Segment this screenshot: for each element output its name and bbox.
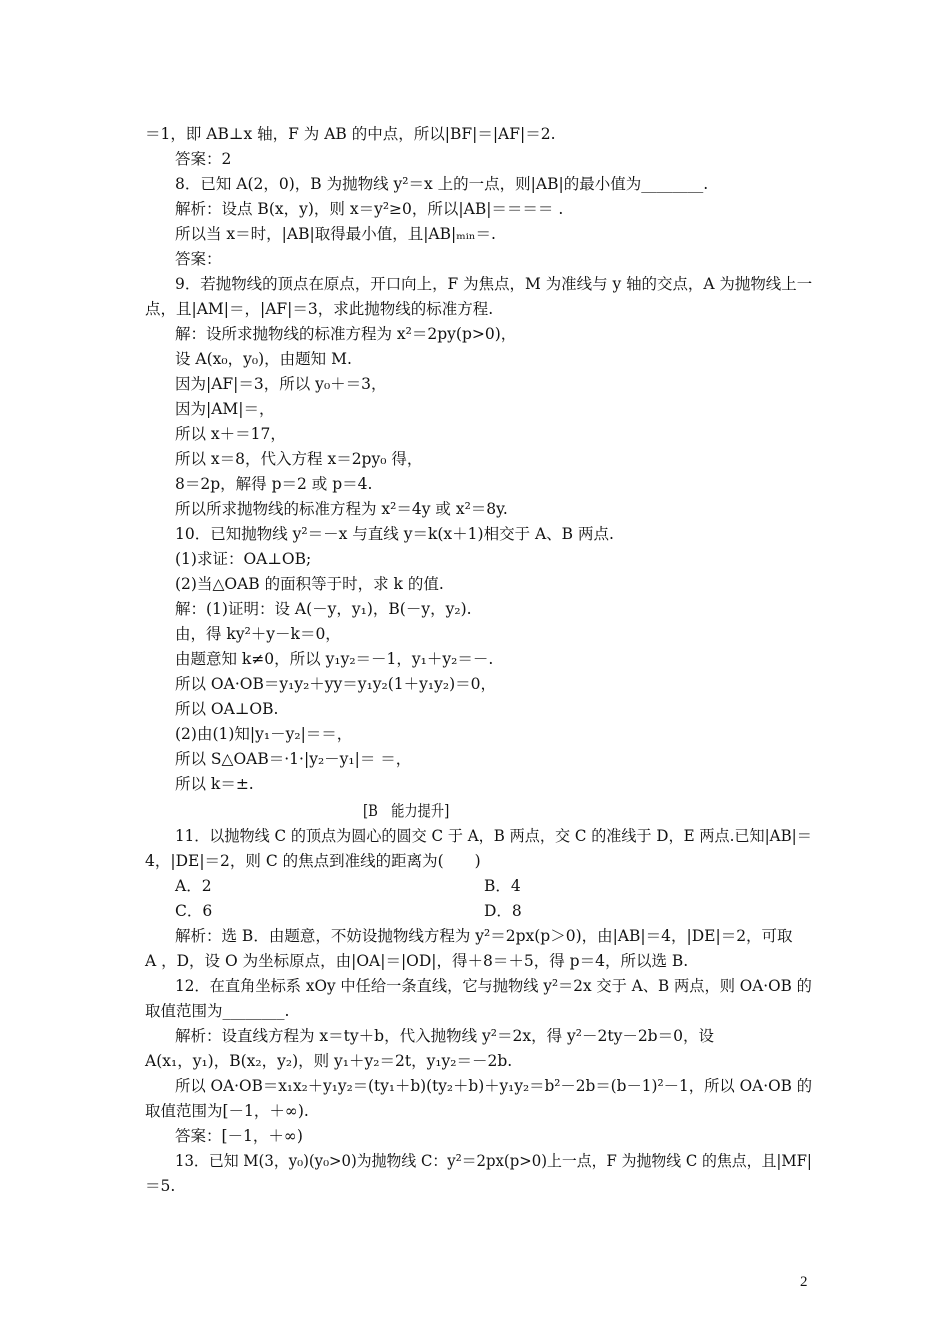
- text-line: (1)求证：OA⊥OB;: [175, 550, 312, 568]
- text-line: 解析：设直线方程为 x＝ty＋b，代入抛物线 y²＝2x，得 y²－2ty－2b＝0，设: [175, 1027, 714, 1045]
- question-12: 12．在直角坐标系 xOy 中任给一条直线，它与抛物线 y²＝2x 交于 A、B 两点，则 OA·OB 的: [175, 977, 812, 995]
- option-d: D．8: [484, 902, 522, 920]
- text-line: 解析：设点 B(x，y)，则 x＝y²≥0，所以|AB|＝＝＝＝ .: [175, 200, 564, 218]
- text-line: 所以 k＝±.: [175, 775, 254, 793]
- text-line: ＝5.: [145, 1177, 176, 1195]
- page-number: 2: [800, 1274, 808, 1290]
- text-line: 由题意知 k≠0，所以 y₁y₂＝－1，y₁＋y₂＝－.: [175, 650, 494, 668]
- text-line: 8＝2p，解得 p＝2 或 p＝4.: [175, 475, 373, 493]
- text-line: 由，得 ky²＋y－k＝0，: [175, 625, 341, 643]
- question-8: 8．已知 A(2，0)，B 为抛物线 y²＝x 上的一点，则|AB|的最小值为________.: [175, 175, 709, 193]
- text-line: A(x₁，y₁)，B(x₂，y₂)，则 y₁＋y₂＝2t，y₁y₂＝－2b.: [145, 1052, 513, 1070]
- text-line: 所以 S△OAB＝·1·|y₂－y₁|＝ ＝，: [175, 750, 412, 768]
- text-line: 所以 x＋＝17，: [175, 425, 286, 443]
- text-line: 解析：选 B．由题意，不妨设抛物线方程为 y²＝2px(p＞0)，由|AB|＝4，|DE|＝2，可取: [175, 927, 793, 945]
- text-line: 所以 OA⊥OB.: [175, 700, 279, 718]
- option-b: B．4: [484, 877, 521, 895]
- text-line: (2)由(1)知|y₁－y₂|＝＝，: [175, 725, 353, 743]
- text-line: 取值范围为[－1，＋∞).: [145, 1102, 309, 1120]
- text-line: 所以 x＝8，代入方程 x＝2py₀ 得，: [175, 450, 423, 468]
- text-line: 点，且|AM|＝，|AF|＝3，求此抛物线的标准方程.: [145, 300, 494, 318]
- text-line: 解：(1)证明：设 A(－y，y₁)，B(－y，y₂).: [175, 600, 472, 618]
- question-13: 13．已知 M(3，y₀)(y₀>0)为抛物线 C：y²＝2px(p>0)上一点，F 为抛物线 C 的焦点，且|MF|: [175, 1152, 812, 1170]
- text-line: 因为|AM|＝，: [175, 400, 275, 418]
- text-line: 答案：2: [175, 150, 232, 168]
- text-line: 所以当 x＝时，|AB|取得最小值，且|AB|ₘᵢₙ＝.: [175, 225, 496, 243]
- text-line: 因为|AF|＝3，所以 y₀＋＝3，: [175, 375, 387, 393]
- text-line: 解：设所求抛物线的标准方程为 x²＝2py(p>0)，: [175, 325, 517, 343]
- text-line: 取值范围为________.: [145, 1002, 290, 1020]
- text-line: ＝1，即 AB⊥x 轴，F 为 AB 的中点，所以|BF|＝|AF|＝2.: [145, 125, 556, 143]
- text-line: 答案：[－1，＋∞): [175, 1127, 303, 1145]
- text-line: 设 A(x₀，y₀)，由题知 M.: [175, 350, 352, 368]
- question-9: 9．若抛物线的顶点在原点，开口向上，F 为焦点，M 为准线与 y 轴的交点，A 为抛物线上一: [175, 275, 813, 293]
- option-a: A．2: [175, 877, 212, 895]
- text-line: (2)当△OAB 的面积等于时，求 k 的值.: [175, 575, 444, 593]
- text-line: 所以 OA·OB＝x₁x₂＋y₁y₂＝(ty₁＋b)(ty₂＋b)＋y₁y₂＝b²－2b＝(b－1)²－1，所以 OA·OB 的: [175, 1077, 813, 1095]
- question-11: 11．以抛物线 C 的顶点为圆心的圆交 C 于 A，B 两点，交 C 的准线于 D，E 两点.已知|AB|＝: [175, 827, 812, 845]
- text-line: 4，|DE|＝2，则 C 的焦点到准线的距离为( ): [145, 852, 481, 870]
- text-line: 答案：: [175, 250, 222, 268]
- text-line: A ，D，设 O 为坐标原点，由|OA|＝|OD|，得＋8＝＋5，得 p＝4，所以选 B.: [145, 952, 689, 970]
- section-heading: [B 能力提升]: [362, 802, 450, 820]
- text-line: 所以所求抛物线的标准方程为 x²＝4y 或 x²＝8y.: [175, 500, 508, 518]
- question-10: 10．已知抛物线 y²＝－x 与直线 y＝k(x＋1)相交于 A、B 两点.: [175, 525, 614, 543]
- option-c: C．6: [175, 902, 213, 920]
- text-line: 所以 OA·OB＝y₁y₂＋yy＝y₁y₂(1＋y₁y₂)＝0，: [175, 675, 497, 693]
